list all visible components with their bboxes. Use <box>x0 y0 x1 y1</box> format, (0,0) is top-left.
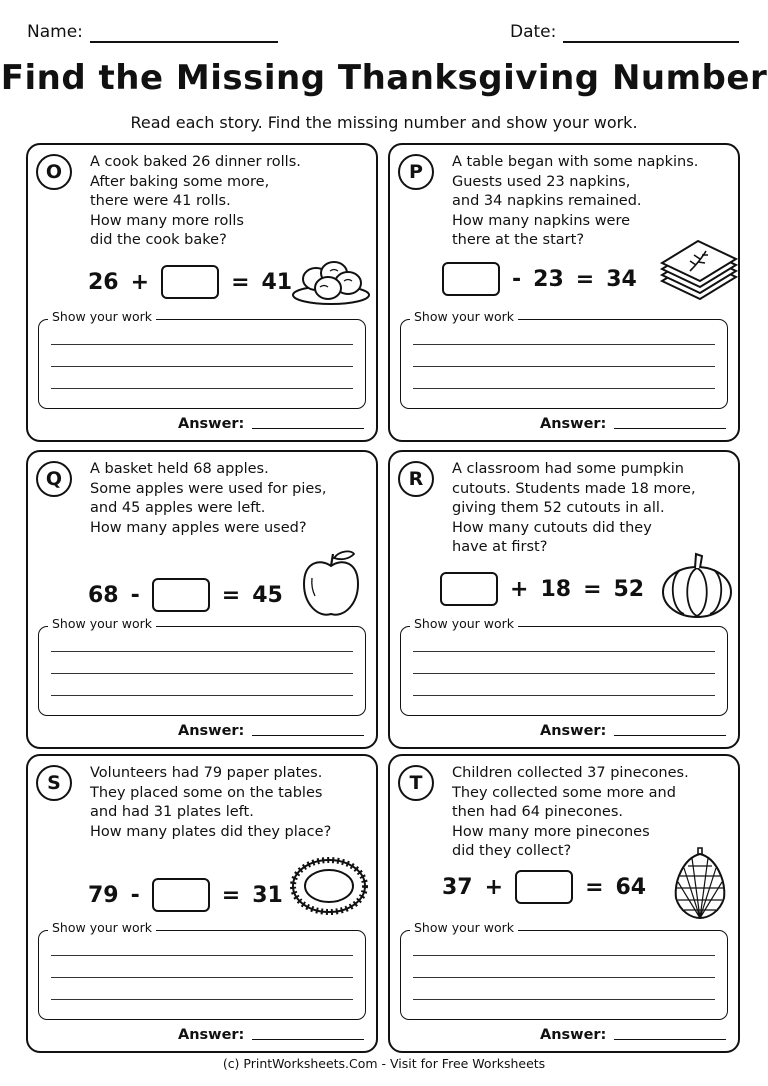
story-line: did they collect? <box>452 843 572 859</box>
word-problem-story <box>90 764 370 842</box>
story-line: A cook baked 26 dinner rolls. <box>90 154 301 170</box>
story-line: did the cook bake? <box>90 232 227 248</box>
answer-row <box>540 723 726 739</box>
problem-card-s <box>26 754 378 1053</box>
answer-row <box>540 416 726 432</box>
work-line <box>413 977 715 978</box>
equation-term: + <box>484 874 504 900</box>
show-work-label: Show your work <box>410 309 518 324</box>
problem-letter-badge: P <box>398 154 434 190</box>
answer-label: Answer: <box>540 1027 607 1043</box>
problem-card-r <box>388 450 740 749</box>
work-line <box>51 651 353 652</box>
problem-card-q <box>26 450 378 749</box>
work-line <box>413 955 715 956</box>
story-line: Children collected 37 pinecones. <box>452 765 689 781</box>
problem-letter-badge: T <box>398 765 434 801</box>
work-line <box>51 366 353 367</box>
story-line: After baking some more, <box>90 173 270 190</box>
work-line <box>51 673 353 674</box>
story-line: A basket held 68 apples. <box>90 461 269 477</box>
problem-letter-badge: S <box>36 765 72 801</box>
work-line <box>51 344 353 345</box>
equation-term: - <box>512 266 522 292</box>
pumpkin-icon <box>660 550 734 620</box>
equation-term: 68 <box>88 582 119 608</box>
missing-number-box[interactable] <box>440 572 498 606</box>
problem-card-o <box>26 143 378 442</box>
equation <box>442 868 658 906</box>
show-work-area[interactable] <box>38 309 366 409</box>
story-line: They placed some on the tables <box>90 784 323 801</box>
answer-field[interactable] <box>252 735 364 736</box>
instructions: Read each story. Find the missing number and show your work. <box>130 113 638 132</box>
answer-field[interactable] <box>614 735 726 736</box>
answer-label: Answer: <box>178 1027 245 1043</box>
show-work-label: Show your work <box>48 309 156 324</box>
equation-term: 18 <box>540 576 572 602</box>
work-line <box>413 651 715 652</box>
work-line <box>413 695 715 696</box>
show-work-area[interactable] <box>38 920 366 1020</box>
equation <box>88 576 295 614</box>
word-problem-story <box>90 460 370 538</box>
equation-term: = <box>221 582 241 608</box>
work-line <box>413 999 715 1000</box>
answer-row <box>540 1027 726 1043</box>
equation-term: = <box>583 576 602 602</box>
story-line: giving them 52 cutouts in all. <box>452 500 665 516</box>
story-line: there at the start? <box>452 232 585 248</box>
equation-term: = <box>221 882 241 908</box>
answer-row <box>178 416 364 432</box>
problem-letter-badge: O <box>36 154 72 190</box>
answer-label: Answer: <box>540 723 607 739</box>
story-line: there were 41 rolls. <box>90 193 231 209</box>
show-work-area[interactable] <box>400 616 728 716</box>
show-work-label: Show your work <box>48 920 156 935</box>
story-line: and 34 napkins remained. <box>452 193 642 209</box>
equation-term: = <box>231 269 250 295</box>
missing-number-box[interactable] <box>161 265 219 299</box>
story-line: A table began with some napkins. <box>452 154 699 170</box>
equation-term: - <box>130 582 140 608</box>
show-work-area[interactable] <box>400 309 728 409</box>
answer-field[interactable] <box>252 428 364 429</box>
equation-term: 34 <box>606 266 637 292</box>
missing-number-box[interactable] <box>152 878 210 912</box>
work-line <box>51 999 353 1000</box>
equation-term: 26 <box>88 269 119 295</box>
answer-label: Answer: <box>178 416 245 432</box>
show-work-label: Show your work <box>48 616 156 631</box>
napkins-icon <box>656 237 740 303</box>
answer-label: Answer: <box>540 416 607 432</box>
work-line <box>51 955 353 956</box>
show-work-label: Show your work <box>410 920 518 935</box>
equation-term: 79 <box>88 882 119 908</box>
answer-field[interactable] <box>614 1039 726 1040</box>
equation-term: 64 <box>615 874 647 900</box>
story-line: How many more rolls <box>90 212 244 229</box>
date-label: Date: <box>510 22 557 42</box>
story-line: How many apples were used? <box>90 519 307 536</box>
word-problem-story <box>90 153 370 251</box>
story-line: cutouts. Students made 18 more, <box>452 480 696 497</box>
story-line: Guests used 23 napkins, <box>452 173 631 190</box>
story-line: How many napkins were <box>452 212 631 229</box>
work-line <box>51 695 353 696</box>
name-label: Name: <box>27 22 83 42</box>
equation-term: - <box>130 882 140 908</box>
answer-row <box>178 1027 364 1043</box>
word-problem-story <box>452 153 732 251</box>
equation-term: 41 <box>261 269 293 295</box>
story-line: Volunteers had 79 paper plates. <box>90 765 323 781</box>
dinner-rolls-icon <box>290 257 372 307</box>
story-line: How many cutouts did they <box>452 519 652 536</box>
equation-term: + <box>510 576 529 602</box>
work-line <box>51 977 353 978</box>
show-work-area[interactable] <box>400 920 728 1020</box>
answer-field[interactable] <box>614 428 726 429</box>
show-work-area[interactable] <box>38 616 366 716</box>
answer-label: Answer: <box>178 723 245 739</box>
missing-number-box[interactable] <box>515 870 573 904</box>
work-line <box>413 388 715 389</box>
equation-term: = <box>585 874 604 900</box>
problem-letter-badge: R <box>398 461 434 497</box>
story-line: They collected some more and <box>452 784 676 801</box>
problem-card-p <box>388 143 740 442</box>
story-line: How many more pinecones <box>452 823 650 840</box>
apple-icon <box>300 548 362 620</box>
equation-term: 52 <box>613 576 645 602</box>
story-line: have at first? <box>452 539 548 555</box>
work-line <box>413 673 715 674</box>
equation <box>88 876 295 914</box>
name-field[interactable] <box>90 41 278 43</box>
story-line: A classroom had some pumpkin <box>452 461 684 477</box>
story-line: How many plates did they place? <box>90 823 332 840</box>
footer-credit: (c) PrintWorksheets.Com - Visit for Free Worksheets <box>222 1056 546 1071</box>
problem-card-t <box>388 754 740 1053</box>
story-line: and 45 apples were left. <box>90 500 266 516</box>
story-line: Some apples were used for pies, <box>90 480 327 497</box>
equation <box>440 570 656 608</box>
story-line: and had 31 plates left. <box>90 804 254 820</box>
story-line: then had 64 pinecones. <box>452 804 624 820</box>
equation-term: = <box>575 266 595 292</box>
work-line <box>413 366 715 367</box>
show-work-label: Show your work <box>410 616 518 631</box>
answer-field[interactable] <box>252 1039 364 1040</box>
equation-term: 37 <box>442 874 473 900</box>
pinecone-icon <box>670 846 730 920</box>
problem-letter-badge: Q <box>36 461 72 497</box>
equation-term: 45 <box>252 582 283 608</box>
page-title: Find the Missing Thanksgiving Number <box>0 58 768 98</box>
date-field[interactable] <box>563 41 739 43</box>
work-line <box>51 388 353 389</box>
word-problem-story <box>452 460 732 558</box>
equation <box>88 263 304 301</box>
missing-number-box[interactable] <box>442 262 500 296</box>
work-line <box>413 344 715 345</box>
equation <box>442 260 649 298</box>
equation-term: + <box>130 269 150 295</box>
answer-row <box>178 723 364 739</box>
equation-term: 23 <box>533 266 564 292</box>
paper-plate-icon <box>290 856 368 916</box>
equation-term: 31 <box>252 882 283 908</box>
missing-number-box[interactable] <box>152 578 210 612</box>
